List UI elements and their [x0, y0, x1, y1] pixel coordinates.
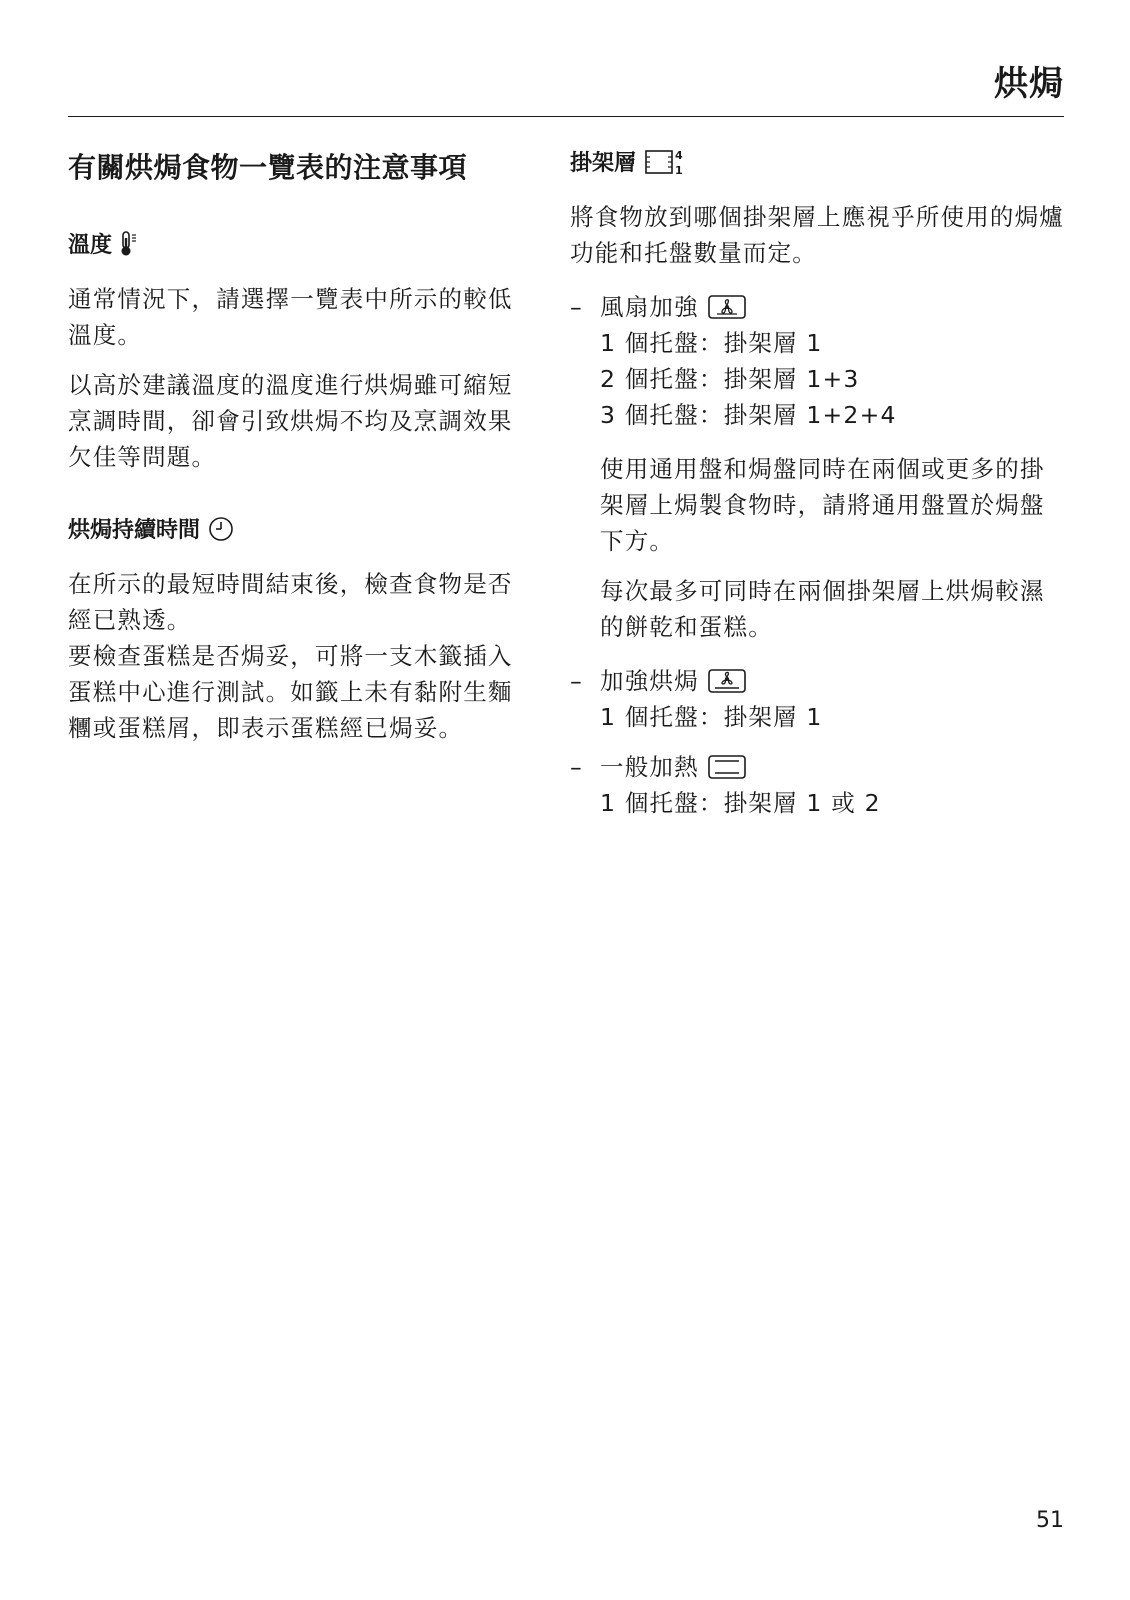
shelf-item-label: 風扇加強: [600, 293, 699, 321]
right-column: [570, 140, 1064, 821]
shelf-item-conventional-heat: [570, 749, 1064, 821]
left-column: [68, 140, 528, 746]
shelf-item-note-2: 每次最多可同時在兩個掛架層上烘焗較濕的餅乾和蛋糕。: [600, 577, 1045, 641]
page-header: [68, 52, 1064, 117]
dash-marker: –: [570, 753, 582, 781]
svg-text:1: 1: [675, 163, 683, 177]
shelf-item-line: 2 個托盤：掛架層 1+3: [600, 365, 860, 393]
intensive-bake-icon: [707, 668, 747, 694]
duration-heading: [68, 513, 528, 544]
dash-marker: –: [570, 667, 582, 695]
duration-title: 烘焗持續時間: [68, 518, 201, 543]
shelf-item-heading: [600, 663, 1064, 699]
shelf-item-line: 3 個托盤：掛架層 1+2+4: [600, 401, 897, 429]
page-number: 51: [1036, 1508, 1064, 1533]
fan-plus-icon: [707, 294, 747, 320]
section-title: 有關烘焗食物一覽表的注意事項: [68, 151, 468, 184]
shelf-item-heading: [600, 749, 1064, 785]
dash-marker: –: [570, 293, 582, 321]
shelf-item-line: 1 個托盤：掛架層 1 或 2: [600, 789, 881, 817]
clock-icon: [208, 516, 234, 542]
shelf-title: 掛架層: [570, 151, 637, 176]
temperature-title: 溫度: [68, 233, 113, 258]
duration-paragraph-2: 要檢查蛋糕是否焗妥，可將一支木籤插入蛋糕中心進行測試。如籤上未有黏附生麵糰或蛋糕屑，即表示蛋糕經已焗妥。: [68, 642, 513, 742]
temperature-heading: [68, 228, 528, 259]
shelf-item-heading: [600, 289, 1064, 325]
shelf-item-label: 加強烘焗: [600, 667, 699, 695]
conventional-heat-icon: [707, 754, 747, 780]
shelf-item-intensive-bake: [570, 663, 1064, 735]
svg-text:4: 4: [675, 148, 683, 162]
shelf-intro: 將食物放到哪個掛架層上應視乎所使用的焗爐功能和托盤數量而定。: [570, 203, 1064, 267]
shelf-item-label: 一般加熱: [600, 753, 699, 781]
shelf-heading: [570, 146, 1064, 177]
duration-paragraph-1: 在所示的最短時間結束後，檢查食物是否經已熟透。: [68, 570, 513, 634]
shelf-item-line: 1 個托盤：掛架層 1: [600, 329, 823, 357]
shelf-item-note-1: 使用通用盤和焗盤同時在兩個或更多的掛架層上焗製食物時，請將通用盤置於焗盤下方。: [600, 455, 1045, 555]
thermometer-icon: [120, 230, 138, 258]
page-title: 烘焗: [994, 64, 1064, 104]
shelf-level-icon: [644, 147, 688, 177]
temperature-paragraph-1: 通常情況下，請選擇一覽表中所示的較低溫度。: [68, 285, 513, 349]
temperature-section: [68, 228, 528, 475]
shelf-item-fan-plus: [570, 289, 1064, 645]
shelf-item-line: 1 個托盤：掛架層 1: [600, 703, 823, 731]
temperature-paragraph-2: 以高於建議溫度的溫度進行烘焗雖可縮短烹調時間，卻會引致烘焗不均及烹調效果欠佳等問題。: [68, 371, 513, 471]
duration-section: [68, 513, 528, 746]
